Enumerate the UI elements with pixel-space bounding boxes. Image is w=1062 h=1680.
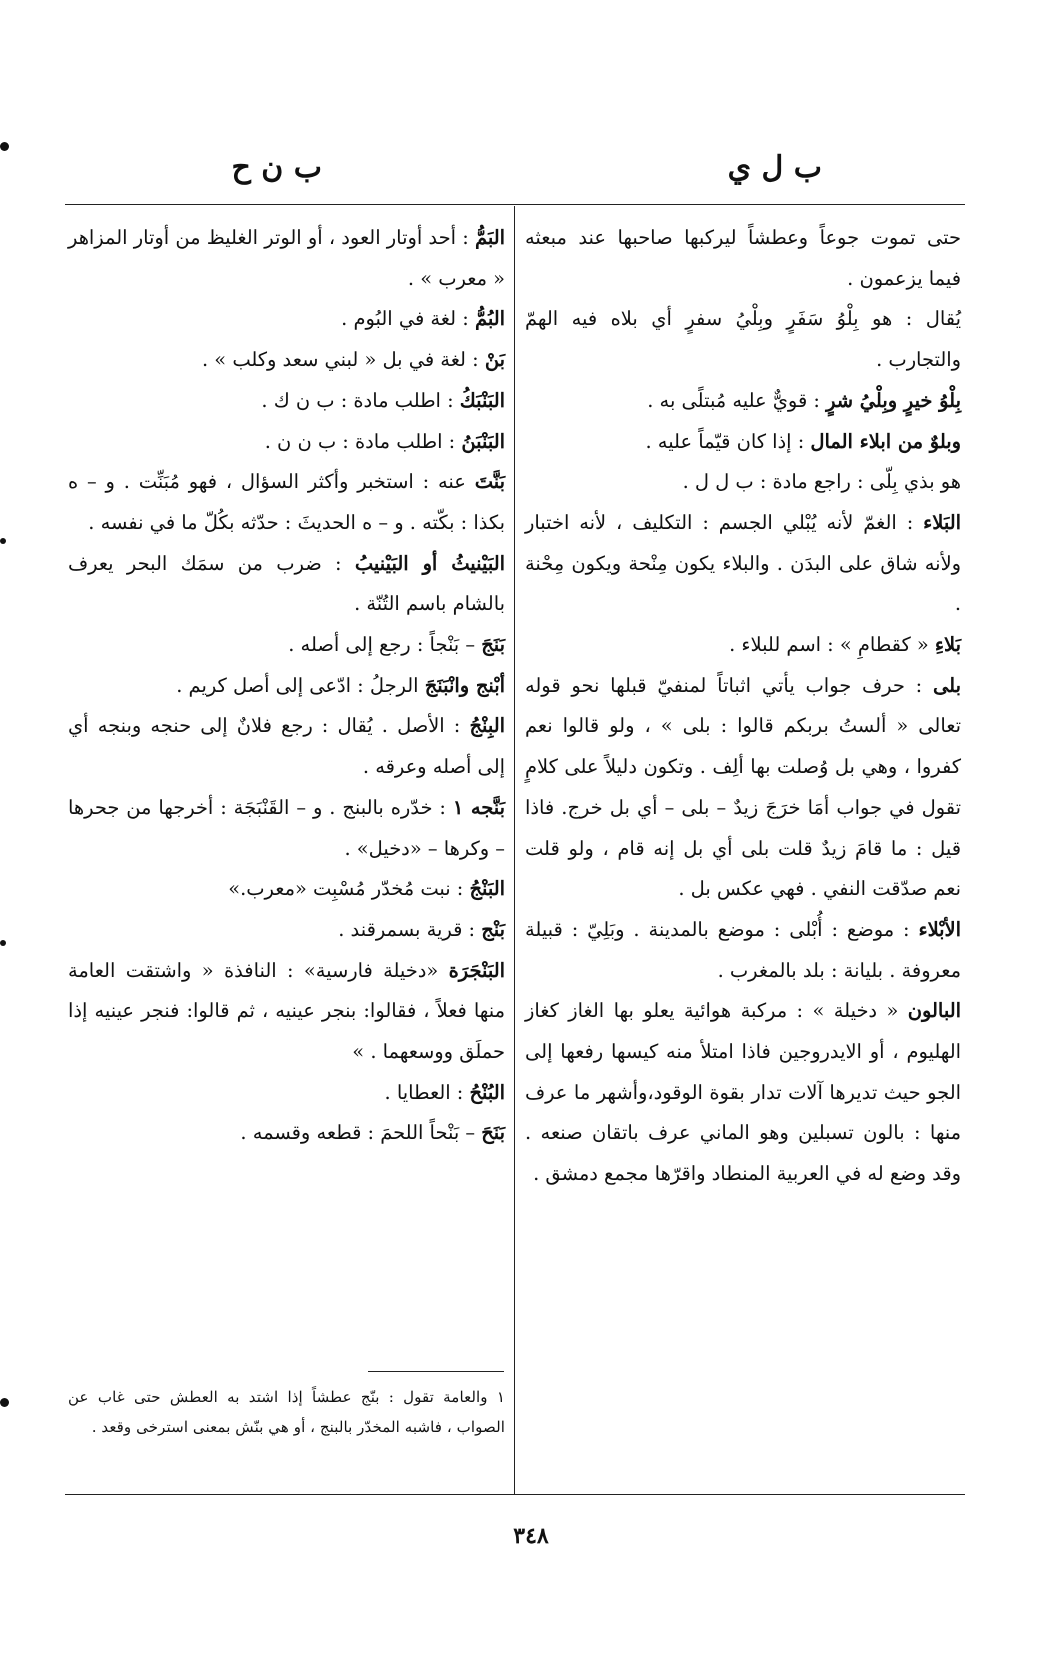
entry-definition: : اطلب مادة : ب ن ن .	[264, 429, 462, 453]
entry-definition: «دخيلة فارسية» : النافذة « واشتقت العامة منها فعلاً ، فقالوا: بنجر عينيه ، ثم قالوا: فنجر عينيه إذا حملَق ووسعهما . »	[68, 958, 505, 1064]
dictionary-entry	[525, 910, 961, 991]
entry-definition: « كقطامِ » : اسم للبلاء .	[729, 633, 935, 657]
entry-definition: الرجلُ : ادّعى إلى أصل كريم .	[176, 673, 425, 697]
entry-definition: « دخيلة » : مركبة هوائية يعلو بها الغاز كغاز الهليوم ، أو الايدروجين فاذا امتلأ منه كيسها رفعها إلى الجو حيث تديرها آلات تدار بقوة الوقود،وأشهر ما عرف منها : بالون تسبلين وهو الماني عرف باتقان صنعه . وقد وضع له في العربية المنطاد واقرّها مجمع دمشق .	[525, 999, 961, 1186]
dictionary-entry	[525, 991, 961, 1195]
top-rule	[65, 204, 965, 205]
margin-mark	[0, 142, 9, 151]
entry-headword: وبلوٌ من ابلاء المال	[810, 429, 961, 453]
entry-definition: : لغة في البُوم .	[341, 307, 475, 331]
entry-definition: : العطايا .	[384, 1080, 470, 1104]
entry-definition: : الأصل . يُقال : رجع فلانٌ إلى حنجه وبنجه أي إلى أصله وعرقه .	[68, 714, 505, 779]
entry-definition: : قويٌّ عليه مُبتلًى به .	[647, 388, 827, 412]
entry-headword: البَلاء	[923, 510, 961, 534]
dictionary-entry	[525, 503, 961, 625]
entry-definition: : لغة في بل « لبني سعد وكلب » .	[201, 348, 485, 372]
left-column	[68, 218, 505, 1154]
bottom-rule	[65, 1494, 965, 1495]
entry-headword: بَنَّجه ١	[452, 795, 505, 819]
entry-definition: : ضرب من سمَك البحر يعرف بالشام باسم التُنّة .	[68, 551, 505, 616]
margin-mark	[0, 1398, 9, 1407]
left-column-root-header: ب ن ح	[231, 150, 322, 185]
dictionary-entry	[68, 910, 505, 951]
dictionary-entry	[525, 218, 961, 299]
dictionary-entry	[68, 1113, 505, 1154]
entry-headword: بلى	[933, 673, 961, 697]
entry-headword: البَيْنيثُ أو البَيْنيبُ	[354, 551, 505, 575]
entry-definition: : قرية بسمرقند .	[338, 917, 482, 941]
dictionary-entry	[525, 625, 961, 666]
dictionary-entry	[68, 788, 505, 869]
entry-definition: هو بذي بِلّى : راجع مادة : ب ل ل .	[682, 470, 961, 494]
dictionary-entry	[525, 422, 961, 463]
footnote-rule	[368, 1371, 504, 1372]
entry-headword: بَنَحَ	[481, 1121, 505, 1145]
dictionary-entry	[68, 544, 505, 625]
entry-headword: بَنْ	[484, 348, 505, 372]
entry-headword: البُنْحُ	[469, 1080, 505, 1104]
entry-headword: بَنَجَ	[481, 633, 505, 657]
dictionary-entry	[525, 381, 961, 422]
dictionary-entry	[68, 1073, 505, 1114]
entry-definition: عنه : استخبر وأكثر السؤال ، فهو مُبَنِّت . و – ه بكذا : بكّته . و – ه الحديثَ : حدّثه بكُلّ ما في نفسه .	[68, 470, 505, 534]
entry-headword: البالون	[907, 999, 961, 1023]
entry-headword: بِلْوُ خيرٍ وبِلْيُ شرٍ	[826, 388, 961, 412]
dictionary-entry	[68, 381, 505, 422]
dictionary-entry	[68, 422, 505, 463]
margin-mark	[0, 538, 6, 544]
entry-definition: : نبت مُخدّر مُسْبِت «معرب.»	[228, 877, 470, 901]
dictionary-entry	[68, 299, 505, 340]
entry-definition: يُقال : هو بِلْوُ سَفَرٍ وبِلْيُ سفرٍ أي بلاه فيه الهمّ والتجارب .	[525, 307, 961, 372]
right-column-root-header: ب ل ي	[727, 150, 822, 185]
entry-definition: : حرف جواب يأتي اثباتاً لمنفيّ قبلها نحو قوله تعالى « ألستُ بربكم قالوا : بلى » ، ولو قالوا نعم كفروا ، وهي بل وُصلت بها ألِف . وتكون دليلاً على كلامٍ تقول في جواب أمَا خرَجَ زيدٌ – بلى – أي بل خرج. فاذا قيل : ما قامَ زيدٌ قلت بلى أي بل إنه قام ، ولو قلت نعم صدّقت النفي . فهي عكس بل .	[525, 673, 961, 901]
entry-headword: الأبْلاء	[918, 917, 961, 941]
dictionary-entry	[68, 869, 505, 910]
entry-definition: : خدّره بالبنج . و – القَنْبَجَة : أخرجها من جحرها – وكرها – «دخيل» .	[68, 795, 505, 860]
entry-definition: حتى تموت جوعاً وعطشاً ليركبها صاحبها عند مبعثه فيما يزعمون .	[525, 226, 961, 290]
dictionary-entry	[68, 462, 505, 543]
dictionary-entry	[68, 951, 505, 1073]
column-divider	[514, 206, 515, 1494]
right-column	[525, 218, 961, 1195]
entry-definition: – بَنْحاً اللحمَ : قطعه وقسمه .	[240, 1121, 482, 1145]
dictionary-entry	[68, 340, 505, 381]
entry-definition: – بَنْجاً : رجع إلى أصله .	[288, 633, 482, 657]
entry-headword: البَنْبَنُ	[461, 429, 505, 453]
entry-headword: البَنْجَرَة	[448, 958, 505, 982]
dictionary-entry	[68, 706, 505, 787]
entry-headword: البُمُّ	[474, 307, 505, 331]
entry-headword: أبْنج وانْبَنَجَ	[424, 673, 505, 697]
entry-definition: : اطلب مادة : ب ن ك .	[261, 388, 460, 412]
dictionary-entry	[68, 666, 505, 707]
page-number: ٣٤٨	[513, 1523, 549, 1549]
entry-headword: بَلاءِ	[934, 633, 961, 657]
entry-headword: بَنْج	[481, 917, 505, 941]
dictionary-entry	[68, 625, 505, 666]
dictionary-entry	[525, 666, 961, 910]
footnote: ١ والعامة تقول : بنّج عطشاً إذا اشتد به العطش حتى غاب عن الصواب ، فاشبه المخدّر بالبنج ، أو هي بنّش بمعنى استرخى وقعد .	[68, 1388, 505, 1436]
entry-definition: : إذا كان قيّماً عليه .	[645, 429, 811, 453]
entry-definition: : الغمّ لأنه يُبْلي الجسم : التكليف ، لأنه اختبار ولأنه شاق على البدَن . والبلاء يكون مِنْحة ويكون مِحْنة .	[525, 510, 961, 616]
entry-definition: : موضع : أُبْلى : موضع بالمدينة . وبَلِيّ : قبيلة معروفة . بليانة : بلد بالمغرب .	[525, 917, 961, 982]
dictionary-entry	[525, 462, 961, 503]
margin-mark	[0, 940, 6, 946]
entry-headword: البَنْجُ	[469, 877, 505, 901]
dictionary-entry	[68, 218, 505, 299]
entry-headword: البَنْبَكُ	[459, 388, 505, 412]
dictionary-entry	[525, 299, 961, 380]
entry-headword: البَمُّ	[474, 226, 505, 249]
entry-headword: بَنَّتَ	[474, 470, 505, 494]
entry-headword: البِنْجُ	[469, 714, 505, 738]
entry-definition: : أحد أوتار العود ، أو الوتر الغليظ من أوتار المزاهر « معرب » .	[68, 226, 505, 290]
